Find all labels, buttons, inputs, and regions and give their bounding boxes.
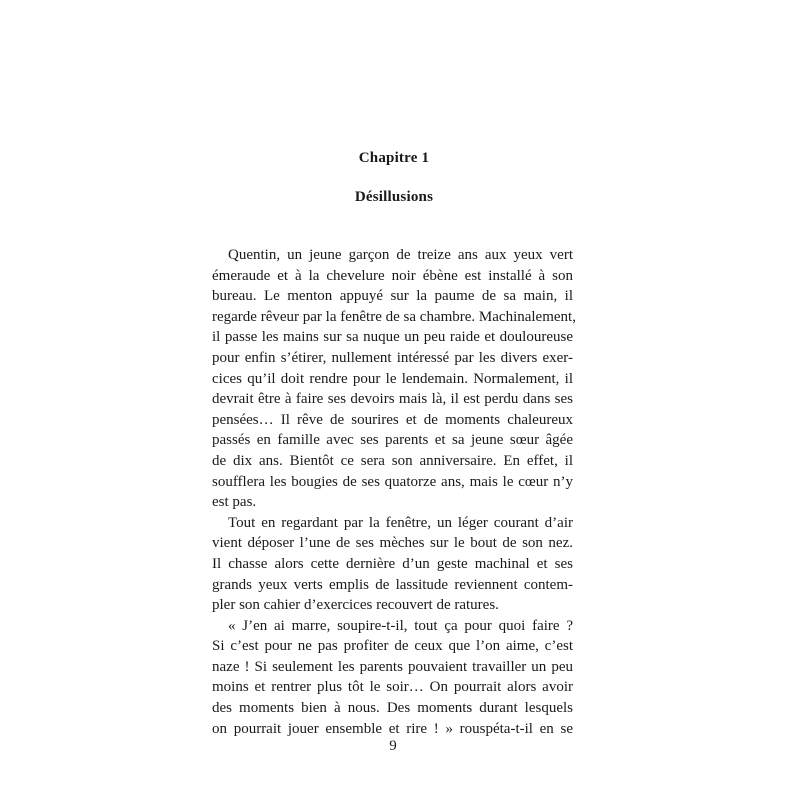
chapter-number: Chapitre 1 — [358, 150, 430, 166]
chapter-title: Désillusions — [354, 189, 434, 205]
text-line: passés en famille avec ses parents et sa jeune sœur âgée — [212, 432, 573, 449]
text-line: est pas. — [212, 494, 257, 511]
text-line: émeraude et à la chevelure noir ébène est installé à son — [212, 267, 573, 284]
text-line: de dix ans. Bientôt ce sera son anniversaire. En effet, il — [212, 452, 573, 469]
text-line: pler son cahier d’exercices recouvert de ratures. — [212, 597, 499, 614]
text-line: regarde rêveur par la fenêtre de sa chambre. Machinalement, — [212, 308, 576, 325]
text-line: bureau. Le menton appuyé sur la paume de sa main, il — [212, 288, 573, 305]
body-text — [212, 245, 576, 739]
text-line: des moments bien à nous. Des moments durant lesquels — [212, 700, 573, 717]
text-line: il passe les mains sur sa nuque un peu raide et douloureuse — [212, 329, 573, 346]
text-line: Si c’est pour ne pas profiter de ceux que l’on aime, c’est — [212, 638, 573, 655]
text-line: cices qu’il doit rendre pour le lendemain. Normalement, il — [212, 370, 573, 387]
text-line: vient déposer l’une de ses mèches sur le bout de son nez. — [212, 535, 573, 552]
text-line: soufflera les bougies de ses quatorze ans, mais le cœur n’y — [212, 473, 573, 490]
paragraph — [212, 616, 573, 740]
paragraph — [212, 513, 573, 616]
text-line: devrait être à faire ses devoirs mais là, il est perdu dans ses — [212, 391, 573, 408]
text-line: « J’en ai marre, soupire-t-il, tout ça pour quoi faire ? — [228, 617, 573, 634]
text-line: Tout en regardant par la fenêtre, un léger courant d’air — [228, 514, 573, 531]
text-line: naze ! Si seulement les parents pouvaient travailler un peu — [212, 658, 573, 675]
page-number: 9 — [389, 738, 397, 754]
text-line: pour enfin s’étirer, nullement intéressé par les divers exer- — [212, 349, 573, 366]
text-line: grands yeux verts emplis de lassitude reviennent contem- — [212, 576, 573, 593]
text-line: pensées… Il rêve de sourires et de moments chaleureux — [212, 411, 573, 428]
text-line: Quentin, un jeune garçon de treize ans aux yeux vert — [228, 247, 573, 263]
text-line: Il chasse alors cette dernière d’un geste machinal et ses — [212, 555, 573, 572]
paragraph — [212, 245, 576, 513]
text-line: on pourrait jouer ensemble et rire ! » rouspéta-t-il en se — [212, 720, 573, 737]
text-line: moins et rentrer plus tôt le soir… On pourrait alors avoir — [212, 679, 573, 696]
